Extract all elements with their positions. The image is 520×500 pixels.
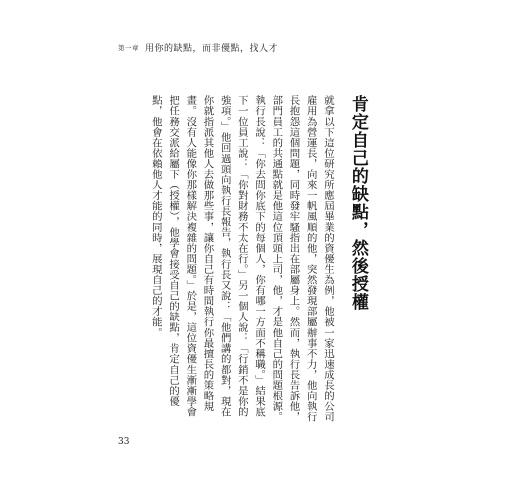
section-title: 肯定自己的缺點，然後授權	[347, 95, 368, 311]
vertical-text-body	[144, 95, 382, 427]
body-paragraph: 就拿以下這位研究所應屆畢業的資優生為例，他被一家迅速成長的公司雇用為營運長，向來一帆風順的他，突然發現部屬辦事不力，他向執行長抱怨這個問題，同時發牢騷指出在部屬身上。然而，執行長告訴他，部門員工的共通點就是他這位頂頭上司，他，才是他自己的問題根源。	[270, 95, 334, 423]
running-header	[118, 41, 278, 54]
chapter-title: 用你的缺點，而非優點，找人才	[145, 44, 279, 54]
body-paragraph: 執行長說：「你去問你底下的每個人，你有哪一方面不稱職。」結果底下一位員工說：「你對財務不太在行。」另一個人說：「行銷不是你的強項。」他回過頭向執行長報告，執行長又說：「他們講的都對，現在你就指派其他人去做那些事，讓你自己有時間執行你最擅長的策略規畫。沒有人能像你那樣解決複雜的問題。」於是，這位資優生漸漸學會把任務交派給屬下（授權），他學會接受自己的缺點，肯定自己的優點，他會在依賴他人才能的同時，展現自己的才能。	[149, 95, 266, 417]
page-number: 33	[118, 437, 130, 447]
chapter-number: 第一章	[118, 44, 139, 52]
